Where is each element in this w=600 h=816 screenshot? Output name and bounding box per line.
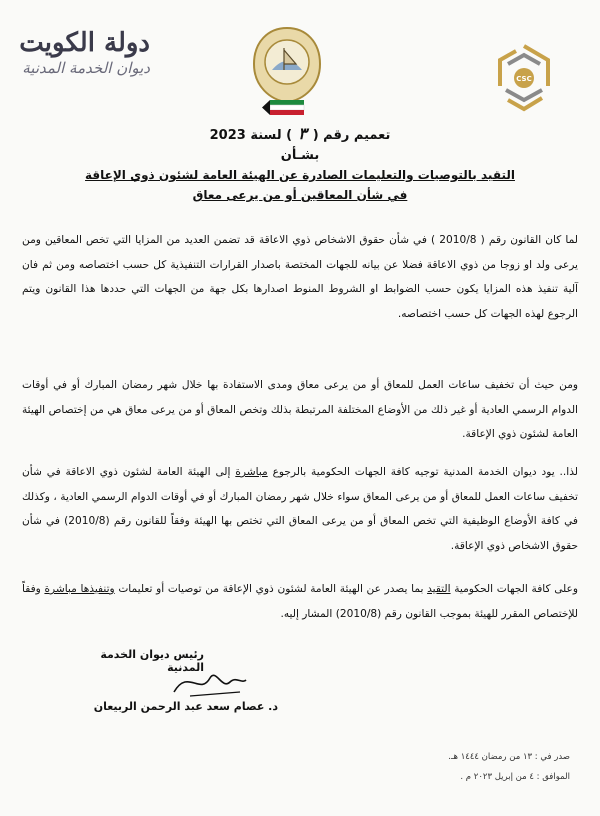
signatory-title: رئيس ديوان الخدمة المدنية xyxy=(100,648,204,674)
header-logo-text xyxy=(10,28,150,78)
bureau-name: ديوان الخدمة المدنية xyxy=(22,59,150,77)
circular-suffix: ) لسنة 2023 xyxy=(209,128,293,143)
subject-label: بشـأن xyxy=(280,148,320,163)
handwritten-signature xyxy=(170,662,250,702)
state-name: دولة الكويت xyxy=(19,28,150,58)
circular-prefix: تعميم رقم ( xyxy=(312,128,391,143)
subject-line-1: التقيد بالتوصيات والتعليمات الصادرة عن الهيئة العامة لشئون ذوي الإعاقة xyxy=(85,168,515,182)
paragraph-3-end: إلى الهيئة العامة لشئون ذوي الاعاقة في شأن تخفيف ساعات العمل للمعاق أو من يرعى المعاق سواء خلال شهر رمضان المبارك أو في أوقات الدوام الرسمي العادية ، وكذلك في كافة الأوضاع الوظيفية التي تخص المعاق أو من يرعى المعاق التي تختص بها الهيئة وفقاً للقانون رقم (2010/8) في شأن حقوق الاشخاص ذوي الإعاقة. xyxy=(22,466,578,552)
paragraph-2: ومن حيث أن تخفيف ساعات العمل للمعاق أو من يرعى معاق ومدى الاستفادة بها خلال شهر رمضان المبارك أو في أوقات الدوام الرسمي العادية أو غير ذلك من الأوضاع المختلفة المرتبطة بذلك وتخص المعاق أو من يرعى معاق هي من إختصاص الهيئة العامة لشئون ذوي الإعاقة. xyxy=(22,379,578,441)
kuwait-emblem-icon xyxy=(248,24,326,120)
paragraph-4 xyxy=(22,577,578,626)
paragraph-3-start: لذا.. يود ديوان الخدمة المدنية توجيه كافة الجهات الحكومية بالرجوع xyxy=(267,466,578,478)
paragraph-4-middle: بما يصدر عن الهيئة العامة لشئون ذوي الإعاقة من توصيات أو تعليمات xyxy=(114,583,428,595)
issue-date-gregorian: الموافق : ٤ من إبريل ٢٠٢٣ م . xyxy=(460,772,570,782)
issue-date-hijri: صدر في : ١٣ من رمضان ١٤٤٤ هـ. xyxy=(448,752,570,762)
csc-logo-text: CSC xyxy=(516,75,532,83)
paragraph-3 xyxy=(22,460,578,558)
paragraph-4-emphasis-2: وتنفيذها مباشرة xyxy=(44,583,115,595)
paragraph-4-emphasis-1: التقيد xyxy=(427,583,451,595)
signatory-name: د. عصام سعد عبد الرحمن الربيعان xyxy=(93,700,278,713)
paragraph-3-emphasis: مباشرة xyxy=(235,466,268,478)
paragraph-4-start: وعلى كافة الجهات الحكومية xyxy=(450,583,578,595)
csc-logo-icon xyxy=(488,40,560,112)
subject-line-2: في شأن المعاقين أو من يرعى معاق xyxy=(192,188,408,202)
paragraph-4-end: وفقاً للإختصاص المقرر للهيئة بموجب القانون رقم (2010/8) المشار إليه. xyxy=(22,583,578,620)
paragraph-1: لما كان القانون رقم ( 2010/8 ) في شأن حقوق الاشخاص ذوي الاعاقة قد تضمن العديد من المزايا التي تخص المعاقين ومن يرعى ولد او زوجا من ذوي الاعاقة فضلا عن بيانه للجهات المختصة باصدار القرارات التنفيذية كل حسب اختصاصه ومن ثم فان آلية تنفيذ هذه المزايا يكون حسب الضوابط او الشروط المنوط اصدارها بكل جهة من الجهات التي حددها هذا القانون ويتم الرجوع لهذه الجهات كل حسب اختصاصه. xyxy=(22,234,578,320)
circular-number: ٣ xyxy=(298,124,307,143)
circular-number-line xyxy=(40,124,560,146)
